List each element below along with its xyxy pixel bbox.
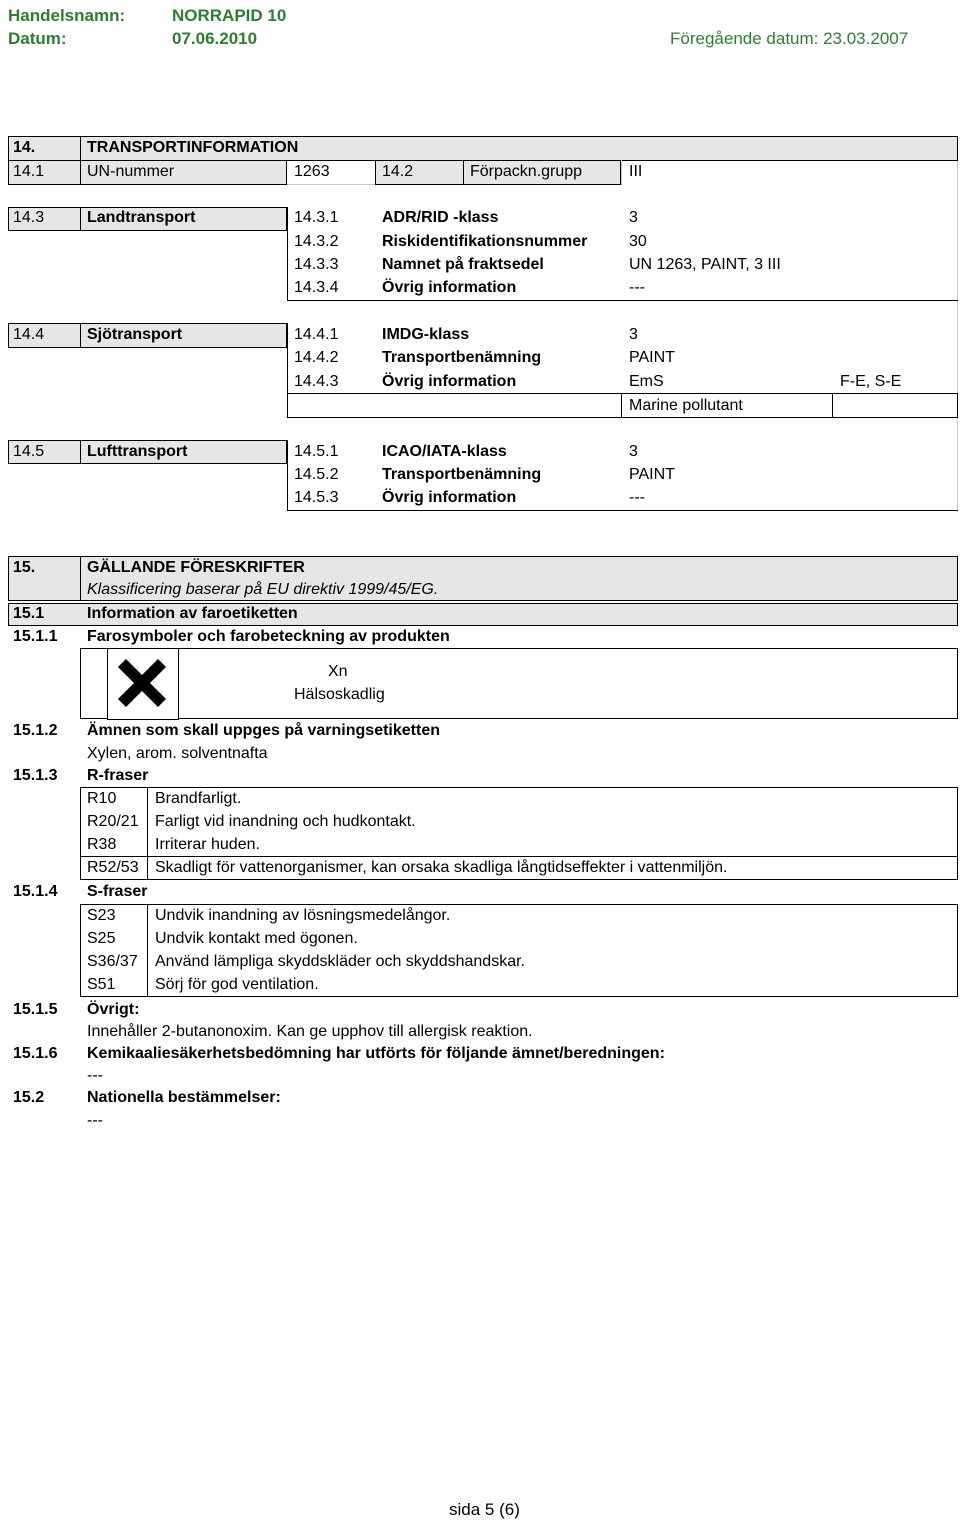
un-number-num: 14.1 [13,163,45,180]
subsection-15-1-2-title: Ämnen som skall uppges på varningsetiketten [87,722,440,739]
phrase-code: R38 [87,836,117,853]
other-info-text: Innehåller 2-butanonoxim. Kan ge upphov till allergisk reaktion. [87,1023,533,1040]
symbol-code: Xn [328,663,348,680]
phrase-code: R20/21 [87,813,139,830]
row-num: 14.5.1 [294,443,339,460]
phrase-text: Irriterar huden. [155,836,260,853]
national-regulations-value: --- [87,1112,103,1129]
row-num: 14.4.3 [294,373,339,390]
phrase-text: Skadligt för vattenorganismer, kan orsaka skadliga långtidseffekter i vattenmiljön. [155,859,728,876]
row-label: Transportbenämning [382,349,542,366]
subsection-15-1-1-num: 15.1.1 [13,628,58,645]
air-transport-num: 14.5 [13,443,45,460]
row-value: EmS [629,373,664,390]
phrase-text: Farligt vid inandning och hudkontakt. [155,813,416,830]
date-value: 07.06.2010 [172,29,258,48]
row-value: 3 [629,209,638,226]
row-num: 14.3.2 [294,233,339,250]
phrase-code: S25 [87,930,116,947]
air-transport-title: Lufttransport [87,443,188,460]
row-value: PAINT [629,349,675,366]
sea-transport-title: Sjötransport [87,326,183,343]
row-value: 3 [629,443,638,460]
row-label: Transportbenämning [382,466,542,483]
phrase-text: Brandfarligt. [155,790,242,807]
row-label: ICAO/IATA-klass [382,443,507,460]
subsection-15-2-title: Nationella bestämmelser: [87,1089,281,1106]
row-label: Riskidentifikationsnummer [382,233,588,250]
row-value: --- [629,489,645,506]
phrase-text: Undvik kontakt med ögonen. [155,930,358,947]
trade-name-label: Handelsnamn: [8,6,126,25]
un-number-value: 1263 [294,163,330,180]
section-15-subtitle: Klassificering baserar på EU direktiv 1999/45/EG. [87,581,439,598]
hazard-symbol-panel [80,648,958,719]
row-value: 3 [629,326,638,343]
sea-transport-num: 14.4 [13,326,45,343]
date-label: Datum: [8,29,67,48]
subsection-15-1-2-num: 15.1.2 [13,722,58,739]
row-value: PAINT [629,466,675,483]
subsection-15-1-1-title: Farosymboler och farobeteckning av produkten [87,628,450,645]
packing-group-label: Förpackn.grupp [470,163,583,180]
phrase-text: Sörj för god ventilation. [155,976,319,993]
row-label: Övrig information [382,373,517,390]
subsection-15-1-num: 15.1 [13,605,45,622]
symbol-name: Hälsoskadlig [294,686,385,703]
row-label: ADR/RID -klass [382,209,499,226]
phrase-code: S51 [87,976,116,993]
packing-group-num: 14.2 [382,163,414,180]
land-transport-num: 14.3 [13,209,45,226]
subsection-15-1-4-num: 15.1.4 [13,883,58,900]
subsection-15-1-4-title: S-fraser [87,883,148,900]
row-num: 14.3.4 [294,279,339,296]
subsection-15-1-3-title: R-fraser [87,767,149,784]
row-label: Namnet på fraktsedel [382,256,544,273]
land-transport-title: Landtransport [87,209,196,226]
row-label: Övrig information [382,279,517,296]
subsection-15-1-5-title: Övrigt: [87,1001,140,1018]
section-15-number: 15. [13,559,36,576]
subsection-15-2-num: 15.2 [13,1089,45,1106]
row-num: 14.5.3 [294,489,339,506]
phrase-code: R52/53 [87,859,139,876]
section-15-title: GÄLLANDE FÖRESKRIFTER [87,559,305,576]
row-value: --- [629,279,645,296]
labelled-substances: Xylen, arom. solventnafta [87,745,268,762]
marine-pollutant-row [287,393,958,418]
un-number-label: UN-nummer [87,163,175,180]
phrase-text: Använd lämpliga skyddskläder och skyddshandskar. [155,953,525,970]
phrase-code: R10 [87,790,117,807]
row-num: 14.4.2 [294,349,339,366]
row-label: Övrig information [382,489,517,506]
ems-code: F-E, S-E [840,373,902,390]
row-num: 14.5.2 [294,466,339,483]
row-value: UN 1263, PAINT, 3 III [629,256,781,273]
subsection-15-1-5-num: 15.1.5 [13,1001,58,1018]
packing-group-value: III [629,163,643,180]
row-label: IMDG-klass [382,326,470,343]
subsection-15-1-3-num: 15.1.3 [13,767,58,784]
page-number: sida 5 (6) [449,1500,520,1519]
phrase-text: Undvik inandning av lösningsmedelångor. [155,907,451,924]
phrase-code: S36/37 [87,953,138,970]
previous-date: Föregående datum: 23.03.2007 [670,29,909,48]
hazard-cross-icon [107,648,179,720]
subsection-15-1-title: Information av faroetiketten [87,605,298,622]
subsection-15-1-6-num: 15.1.6 [13,1045,58,1062]
section-14-title: TRANSPORTINFORMATION [87,139,299,156]
row-num: 14.3.1 [294,209,339,226]
row-num: 14.4.1 [294,326,339,343]
subsection-15-1-6-title: Kemikaaliesäkerhetsbedömning har utförts för följande ämnet/beredningen: [87,1045,665,1062]
trade-name: NORRAPID 10 [172,6,287,25]
chemical-safety-assessment-value: --- [87,1067,103,1084]
row-num: 14.3.3 [294,256,339,273]
row-value: 30 [629,233,647,250]
phrase-code: S23 [87,907,116,924]
section-14-number: 14. [13,139,36,156]
marine-pollutant: Marine pollutant [629,397,743,414]
